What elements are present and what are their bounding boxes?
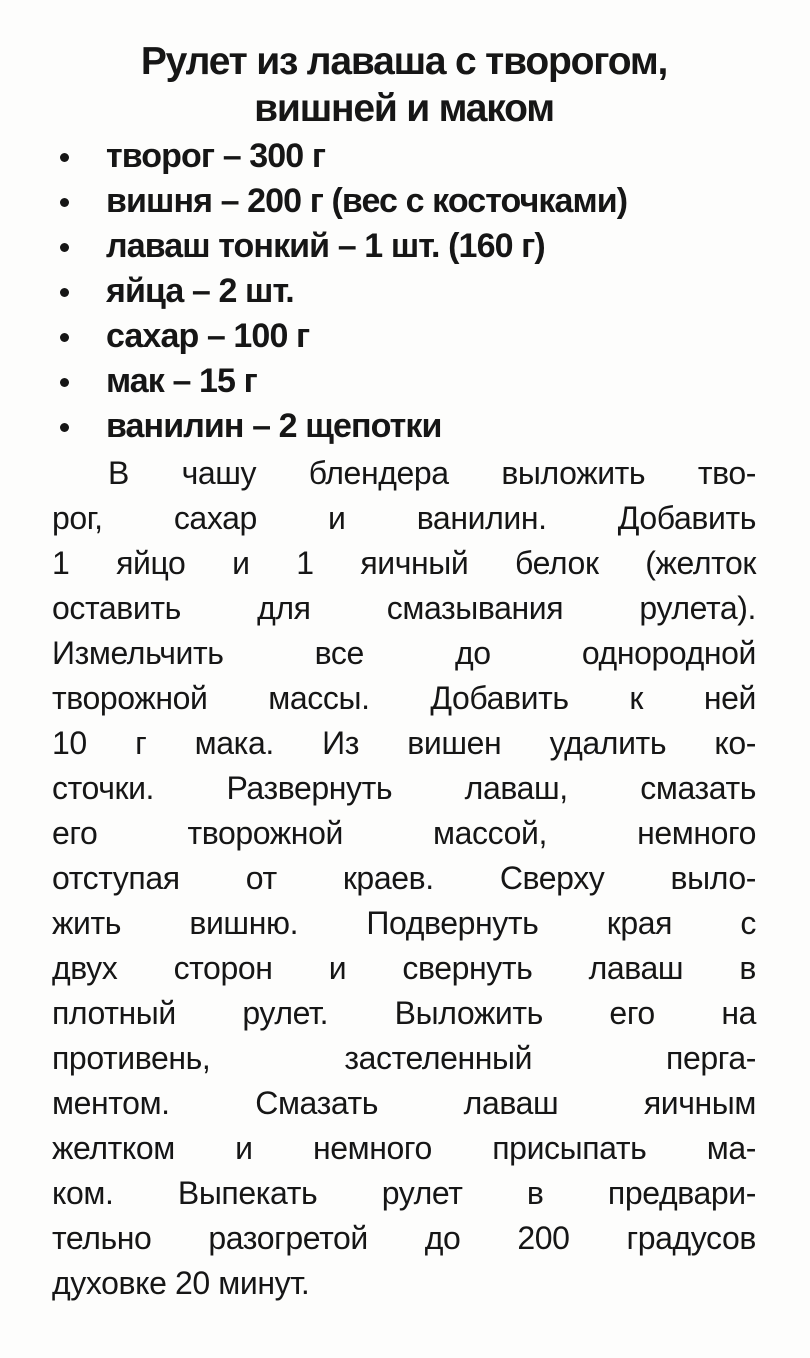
ingredient-item: творог – 300 г: [52, 134, 756, 179]
ingredient-item: лаваш тонкий – 1 шт. (160 г): [52, 224, 756, 269]
instruction-line: жить вишню. Подвернуть края с: [52, 905, 756, 941]
ingredient-item: ванилин – 2 щепотки: [52, 404, 756, 449]
ingredient-item: сахар – 100 г: [52, 314, 756, 359]
instruction-line: оставить для смазывания рулета).: [52, 590, 756, 626]
instructions-paragraph: [52, 451, 756, 1306]
ingredient-item: яйца – 2 шт.: [52, 269, 756, 314]
instruction-line: сточки. Развернуть лаваш, смазать: [52, 770, 756, 806]
recipe-title-line-2: вишней и маком: [254, 87, 554, 130]
instruction-line: ментом. Смазать лаваш яичным: [52, 1085, 756, 1121]
instruction-line: желтком и немного присыпать ма-: [52, 1130, 756, 1166]
instruction-line: отступая от краев. Сверху выло-: [52, 860, 756, 896]
instruction-line: В чашу блендера выложить тво-: [108, 455, 756, 491]
instruction-line: ком. Выпекать рулет в предвари-: [52, 1175, 756, 1211]
recipe-title: [52, 38, 756, 132]
instruction-line: 1 яйцо и 1 яичный белок (желток: [52, 545, 756, 581]
instruction-line: духовке 20 минут.: [52, 1265, 310, 1301]
instruction-line: творожной массы. Добавить к ней: [52, 680, 756, 716]
instruction-line: тельно разогретой до 200 градусов: [52, 1220, 756, 1256]
recipe-clipping: [52, 38, 756, 1306]
ingredient-list: [52, 134, 756, 449]
instruction-line: плотный рулет. Выложить его на: [52, 995, 756, 1031]
instruction-line: двух сторон и свернуть лаваш в: [52, 950, 756, 986]
instruction-line: 10 г мака. Из вишен удалить ко-: [52, 725, 756, 761]
ingredient-item: мак – 15 г: [52, 359, 756, 404]
instruction-line: противень, застеленный перга-: [52, 1040, 756, 1076]
ingredient-item: вишня – 200 г (вес с косточками): [52, 179, 756, 224]
instruction-line: его творожной массой, немного: [52, 815, 756, 851]
instruction-line: Измельчить все до однородной: [52, 635, 756, 671]
instruction-line: рог, сахар и ванилин. Добавить: [52, 500, 756, 536]
recipe-title-line-1: Рулет из лаваша с творогом,: [140, 40, 668, 83]
